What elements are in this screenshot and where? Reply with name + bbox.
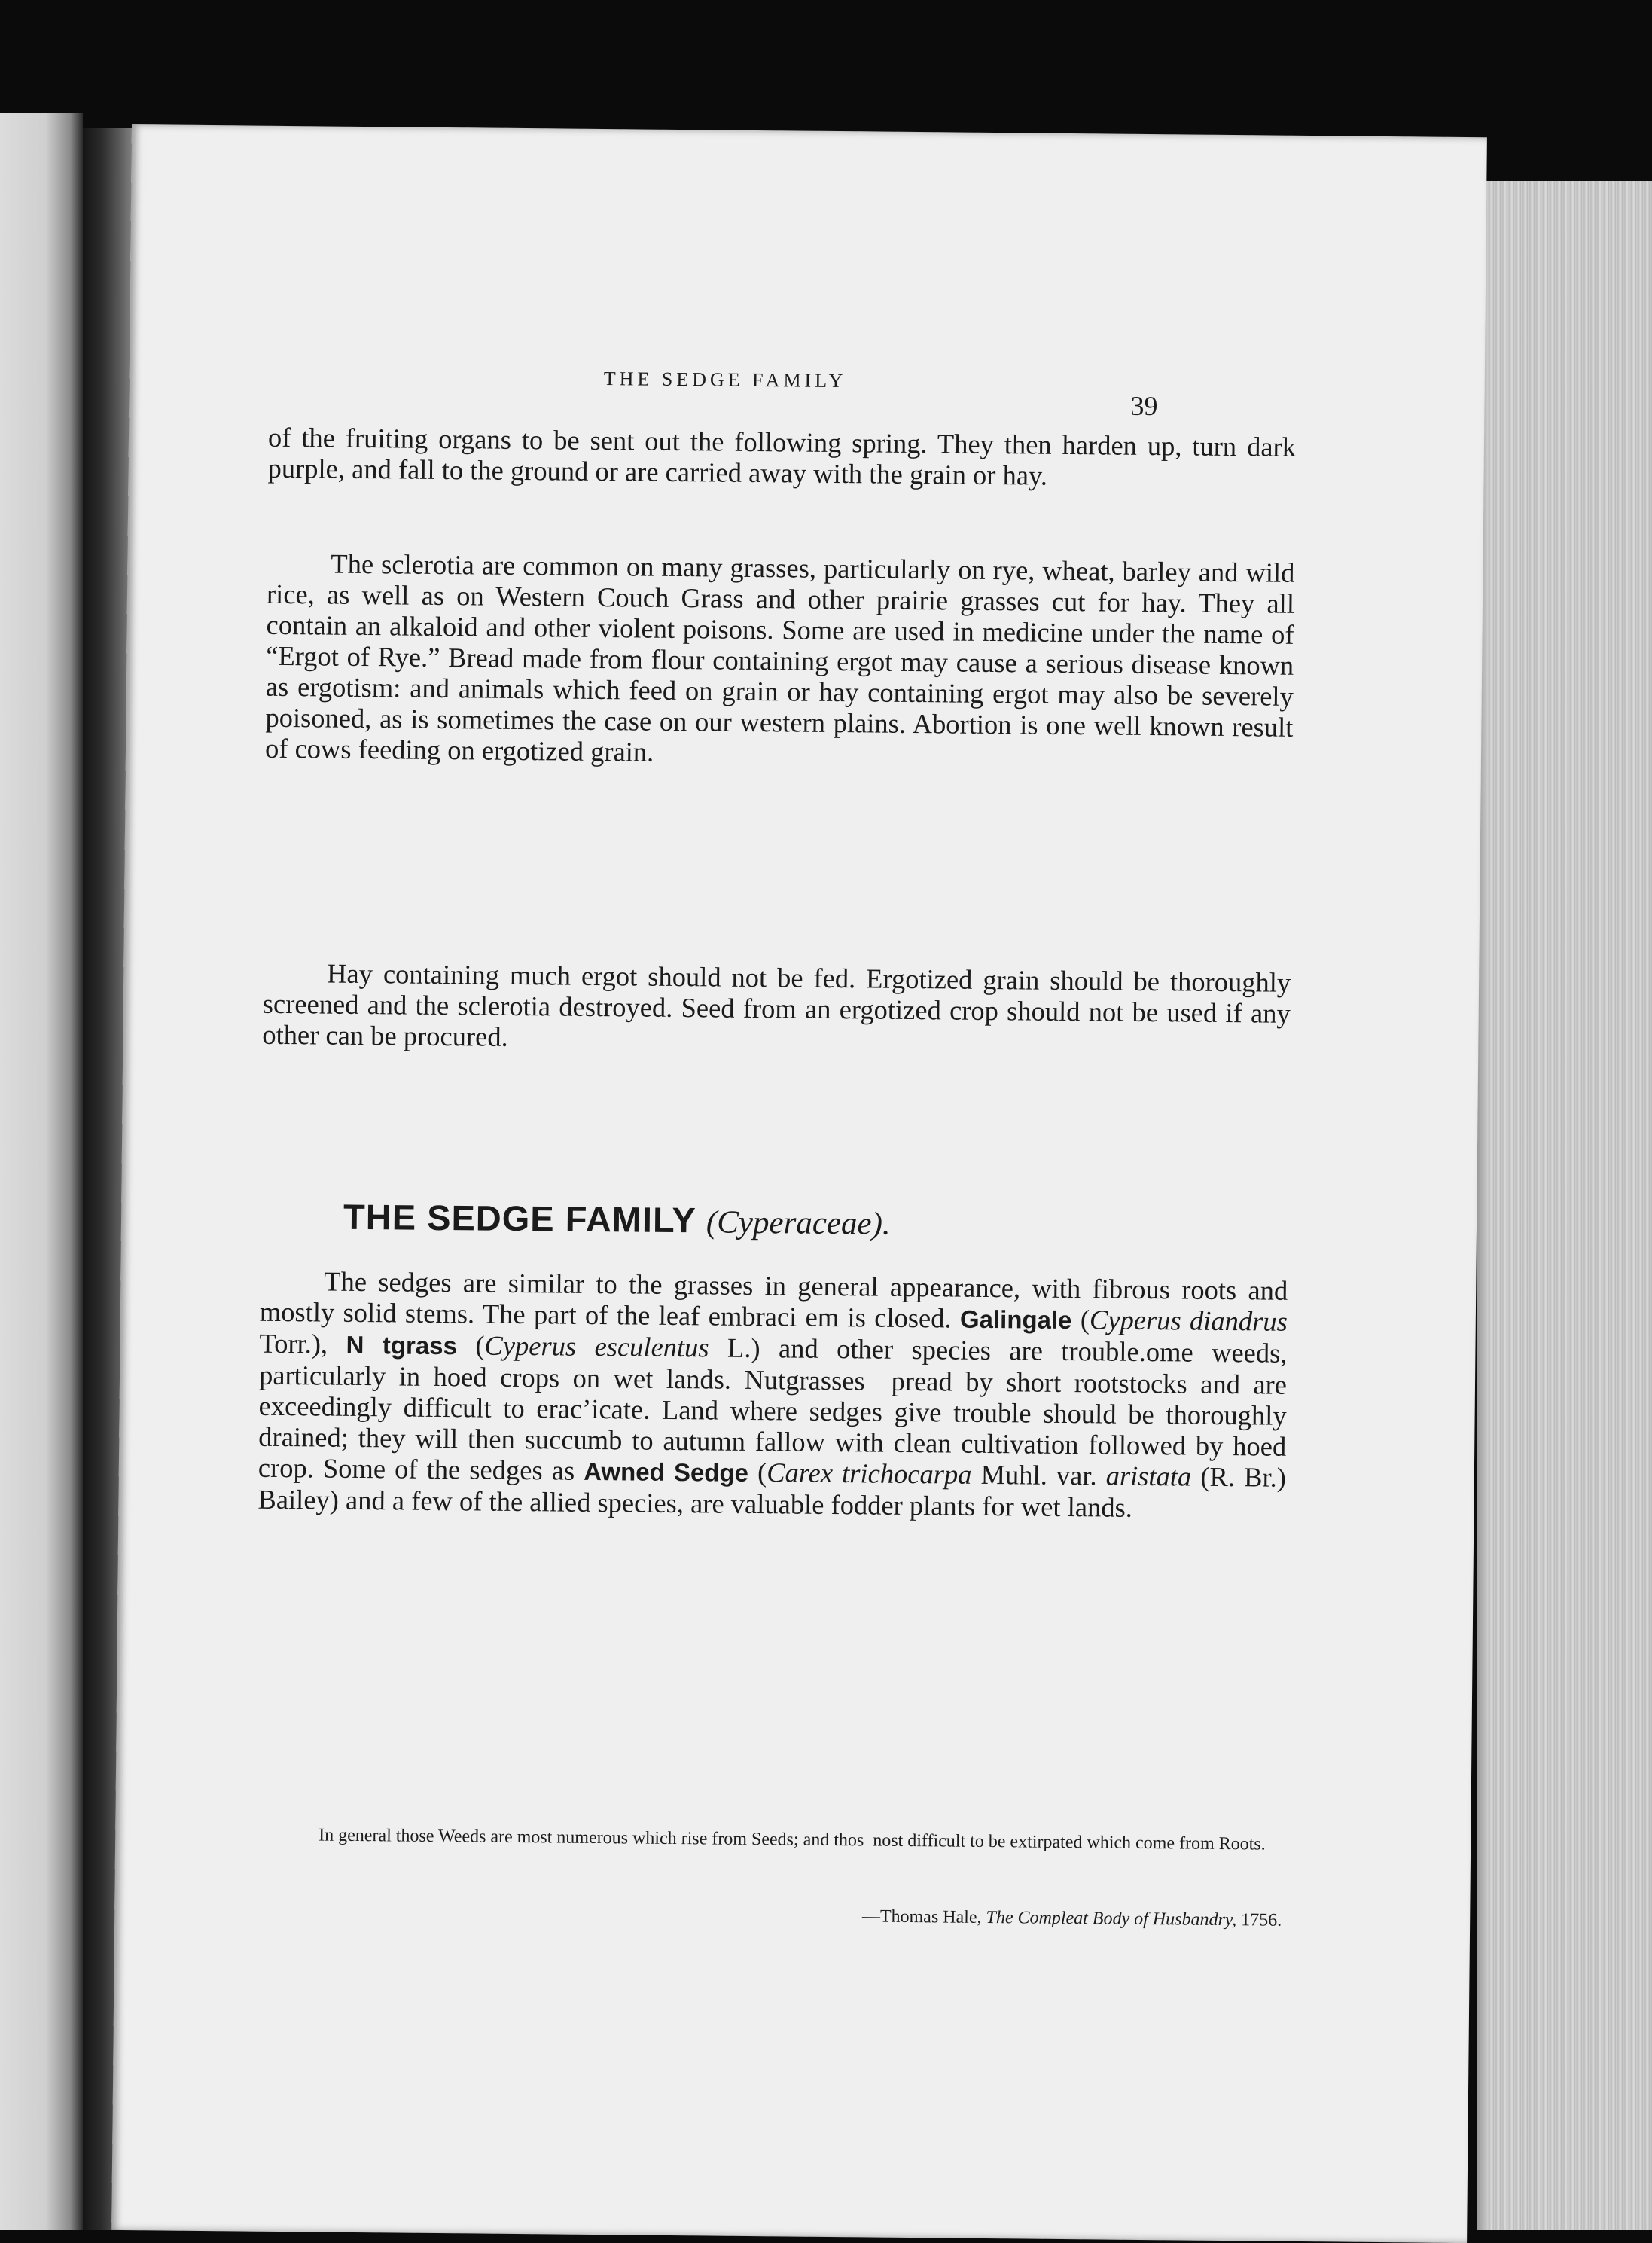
paragraph-sedges: [258, 1265, 1288, 1524]
sci-awned-sedge: Carex trichocarpa: [767, 1457, 972, 1490]
page-number: 39: [1130, 390, 1158, 422]
sedge-text-3: (: [1080, 1304, 1090, 1335]
sci-awned-var: aristata: [1105, 1460, 1192, 1492]
sci-nutgrass: Cyperus esculentus: [484, 1329, 709, 1363]
book-page: [111, 124, 1487, 2243]
sedge-text-5: (: [475, 1329, 485, 1361]
sedge-text-2: em is closed.: [805, 1301, 952, 1334]
page-stack: [1487, 181, 1652, 2230]
attribution-author: —Thomas Hale,: [861, 1906, 982, 1927]
term-nutgrass: N tgrass: [346, 1330, 458, 1360]
section-scientific-name: (Cyperaceae).: [706, 1204, 891, 1242]
attribution-year: 1756.: [1241, 1910, 1282, 1930]
attribution-title: The Compleat Body of Husbandry,: [986, 1908, 1237, 1930]
term-awned-sedge: Awned Sedge: [584, 1457, 749, 1487]
left-page-edge: [0, 113, 83, 2230]
paragraph-sclerotia: The sclerotia are common on many grasses, particularly on rye, wheat, barley and wild rice, as well as on Western Couch Grass and other prairie grasses cut for hay. They all contain an alkaloid and other violent poisons. Some are used in medicine under the name of “Ergot of Rye.” Bread made from flour containing ergot may cause a serious disease known as ergotism: and animals which feed on grain or hay containing ergot may also be severely poisoned, as is sometimes the case on our western plains. Abortion is one well known result of cows feeding on ergotized grain.: [264, 548, 1295, 768]
paragraph-fruiting-organs: of the fruiting organs to be sent out the following spring. They then harden up, turn dark purple, and fall to the ground or are carried away with the grain or hay.: [267, 421, 1297, 491]
section-heading: [343, 1196, 1322, 1247]
sedge-text-1: The sedges are similar to the grasses in general appearance, with fibrous roots and mostly solid stems. The part of the leaf embraci: [259, 1265, 1288, 1332]
term-galingale: Galingale: [959, 1305, 1072, 1335]
quote-attribution: [536, 1903, 1282, 1931]
sedge-text-9: (R. Br.) Bailey) and a few of the allied species, are valuable fodder plants for wet lands.: [258, 1460, 1287, 1523]
running-head: THE SEDGE FAMILY: [603, 368, 847, 392]
section-title: THE SEDGE FAMILY: [343, 1196, 696, 1241]
sedge-text-4: Torr.),: [259, 1327, 328, 1360]
sci-galingale: Cyperus diandrus: [1089, 1304, 1288, 1337]
sedge-text-7: (: [757, 1457, 767, 1488]
epigraph-quote: In general those Weeds are most numerous which rise from Seeds; and thos nost difficult to be extirpated which come from Roots.: [319, 1825, 1266, 1854]
paragraph-hay-ergot: Hay containing much ergot should not be fed. Ergotized grain should be thoroughly screened and the sclerotia destroyed. Seed from an ergotized crop should not be used if any other can be procured.: [262, 957, 1291, 1052]
sedge-text-6: L.) and other species are trouble.ome weeds, particularly in hoed crops on wet lands. Nutgrasses pread by short rootstocks and are exceedingly difficult to erac’icate. Land where sedges give trouble should be thoroughly drained; they will then succumb to autumn fallow with clean cultivation followed by hoed crop. Some of the sedges as: [258, 1332, 1288, 1486]
sedge-text-8: Muhl. var.: [980, 1458, 1097, 1491]
